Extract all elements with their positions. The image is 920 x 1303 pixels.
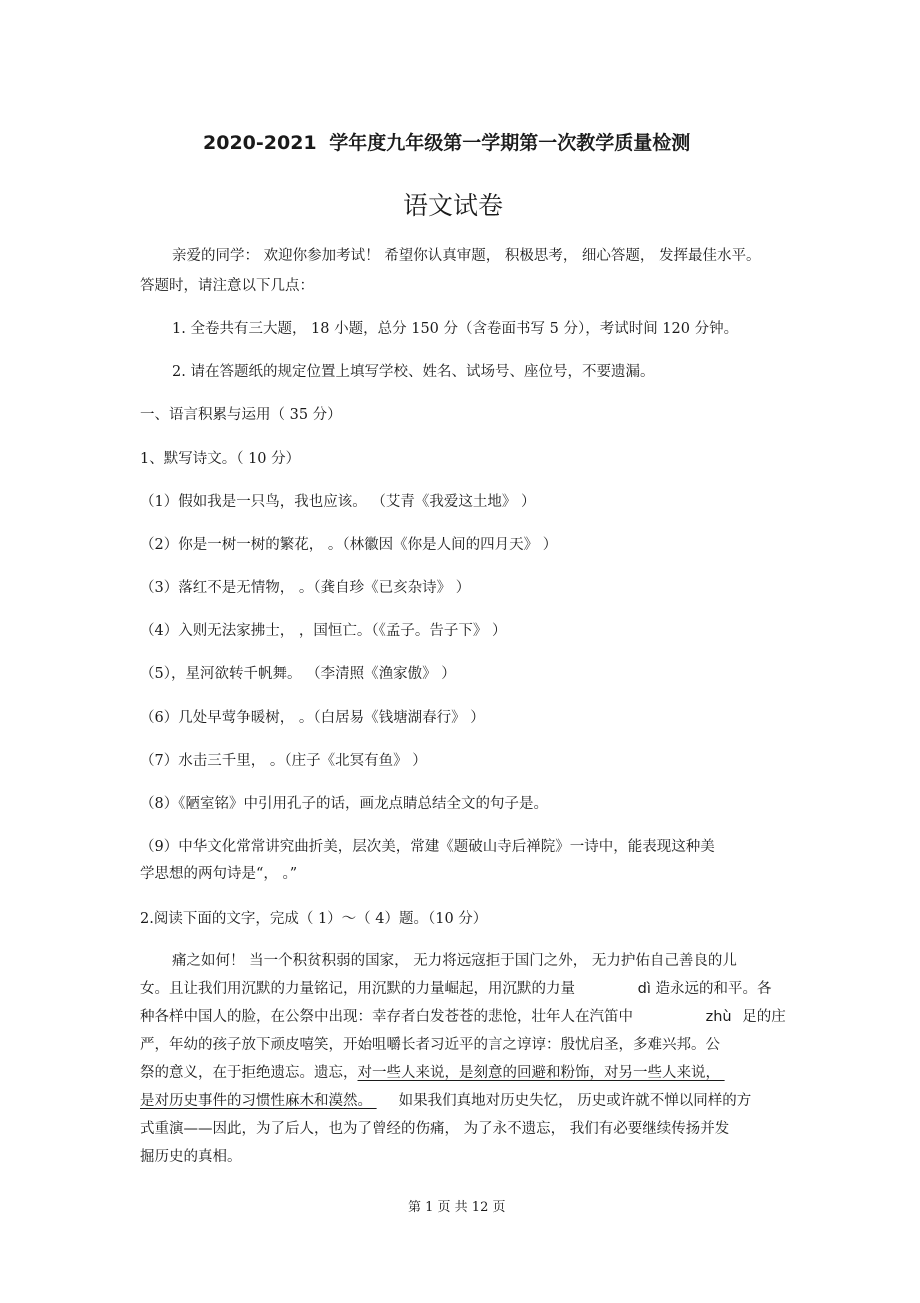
q1-heading: 1、默写诗文。（ 10 分）	[140, 451, 301, 467]
note-2: 2. 请在答题纸的规定位置上填写学校、姓名、试场号、座位号，不要遗漏。	[172, 364, 655, 380]
q1-item-5: （5），星河欲转千帆舞。 （李清照《渔家傲》 ）	[140, 666, 456, 682]
passage-line-7: 式重演——因此，为了后人，也为了曾经的伤痛， 为了永不遗忘， 我们有必要继续传扬并发	[140, 1121, 730, 1137]
pinyin-zhu: zhù	[705, 1009, 732, 1025]
underlined-sentence-part-1: 对一些人来说，是刻意的回避和粉饰，对另一些人来说，	[357, 1065, 720, 1081]
q1-item-1: （1）假如我是一只鸟，我也应该。 （艾青《我爱这土地》 ）	[140, 494, 536, 510]
passage-line-1: 痛之如何！ 当一个积贫积弱的国家， 无力将远寇拒于国门之外， 无力护佑自己善良的儿	[172, 953, 737, 969]
intro-line-1: 亲爱的同学： 欢迎你参加考试！ 希望你认真审题， 积极思考， 细心答题， 发挥最佳水平。	[172, 248, 761, 264]
passage-line-3-text: 种各样中国人的脸，在公祭中出现：幸存者白发苍苍的悲怆，壮年人在汽笛中	[140, 1009, 633, 1025]
underlined-sentence-part-2: 是对历史事件的习惯性麻木和漠然。	[140, 1093, 372, 1109]
exam-title-rest: 学年度九年级第一学期第一次教学质量检测	[329, 132, 691, 154]
passage-line-3	[140, 1005, 786, 1026]
pinyin-di: dì	[637, 981, 651, 997]
q2-heading: 2.阅读下面的文字，完成（ 1）～（ 4）题。（10 分）	[140, 911, 488, 927]
passage-line-3-end: 足的庄	[742, 1009, 786, 1025]
q1-item-9: （9）中华文化常常讲究曲折美，层次美，常建《题破山寺后禅院》一诗中，能表现这种美	[140, 839, 715, 855]
section-1-heading: 一、语言积累与运用（ 35 分）	[140, 407, 342, 423]
exam-title-year: 2020-2021	[203, 132, 317, 154]
exam-subtitle: 语文试卷	[403, 191, 504, 220]
passage-line-8: 掘历史的真相。	[140, 1149, 242, 1165]
q1-item-6: （6）几处早莺争暖树， 。（白居易《钱塘湖春行》 ）	[140, 710, 485, 726]
q1-item-3: （3）落红不是无情物， 。（龚自珍《已亥杂诗》 ）	[140, 580, 471, 596]
q1-item-4: （4）入则无法家拂士， ，国恒亡。（《孟子。告子下》 ）	[140, 623, 507, 639]
passage-line-6-text: 如果我们真地对历史失忆， 历史或许就不惮以同样的方	[398, 1093, 752, 1109]
passage-line-5	[140, 1061, 790, 1082]
passage-line-5-text: 祭的意义，在于拒绝遗忘。遗忘，	[140, 1065, 358, 1081]
passage-line-6	[140, 1089, 751, 1110]
intro-line-2: 答题时，请注意以下几点：	[140, 278, 314, 294]
page-footer: 第 1 页 共 12 页	[408, 1200, 506, 1215]
passage-line-2-text: 女。且让我们用沉默的力量铭记，用沉默的力量崛起，用沉默的力量	[140, 981, 575, 997]
q1-item-2: （2）你是一树一树的繁花， 。（林徽因《你是人间的四月天》 ）	[140, 537, 558, 553]
q1-item-7: （7）水击三千里， 。（庄子《北冥有鱼》 ）	[140, 753, 427, 769]
q1-item-9-cont: 学思想的两句诗是“， 。”	[140, 866, 298, 882]
exam-title	[203, 128, 690, 155]
note-1: 1. 全卷共有三大题， 18 小题，总分 150 分（含卷面书写 5 分），考试时间 120 分钟。	[172, 321, 739, 337]
passage-line-2-end: 造永远的和平。各	[655, 981, 772, 997]
q1-item-8: （8）《陋室铭》中引用孔子的话，画龙点睛总结全文的句子是。	[140, 796, 548, 812]
passage-line-2	[140, 977, 771, 998]
passage-line-4: 严，年幼的孩子放下顽皮嘻笑，开始咀嚼长者习近平的言之谆谆：殷忧启圣，多难兴邦。公	[140, 1037, 720, 1053]
